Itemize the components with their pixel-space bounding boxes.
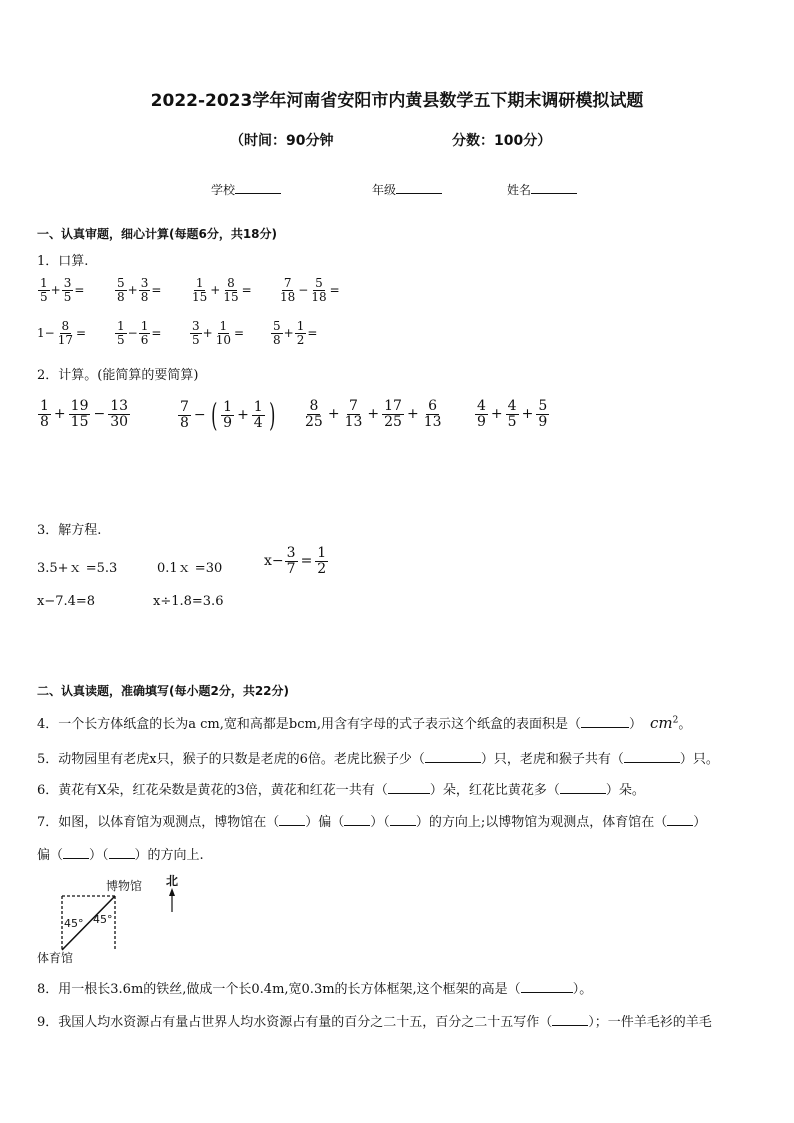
q1-item-2: $\frac{5}{8}$ + $\frac{3}{8}$ = (117, 276, 162, 304)
school-blank[interactable] (235, 181, 281, 194)
q7-text-line1: 7．如图，以体育馆为观测点，博物馆在（ ）偏（ ）（ ）的方向上;以博物馆为观测点，体育馆在（ ） (37, 811, 706, 830)
q5-text: 5．动物园里有老虎x只，猴子的只数是老虎的6倍。老虎比猴子少（ ）只，老虎和猴子共有（ ）只。 (37, 748, 719, 767)
q1-label: 1．口算. (37, 254, 89, 269)
q1-item-3: $\frac{1}{15}$ + $\frac{8}{15}$ = (192, 276, 252, 304)
q6-blank-2[interactable] (560, 780, 606, 794)
score-label: 分数：100分） (452, 133, 552, 149)
q1-item-6: $\frac{1}{5}$ − $\frac{1}{6}$ = (117, 319, 162, 347)
q9-text: 9．我国人均水资源占有量占世界人均水资源占有量的百分之二十五，百分之二十五写作（ ）；一件羊毛衫的羊毛 (37, 1011, 712, 1030)
q3-eq-5: x÷1.8=3.6 (153, 594, 224, 609)
gym-label: 体育馆 (37, 951, 74, 965)
angle-label-2: 45° (93, 913, 113, 926)
q4-blank[interactable] (581, 714, 629, 728)
q2-expr-4: $\frac{4}{9}$ + $\frac{4}{5}$ + $\frac{5}{9}$ (477, 398, 548, 430)
north-label: 北 (166, 874, 179, 888)
q3-eq-2: 0.1ｘ =30 (157, 561, 223, 576)
q7-blank-2[interactable] (344, 812, 370, 826)
angle-label-1: 45° (64, 917, 84, 930)
section1-heading: 一、认真审题，细心计算(每题6分，共18分) (37, 227, 278, 241)
q1-item-5: 1− $\frac{8}{17}$ = (37, 319, 87, 347)
grade-blank[interactable] (396, 181, 442, 194)
q7-text-line2: 偏（ ）（ ）的方向上. (37, 844, 204, 863)
school-label: 学校 (211, 183, 236, 197)
q3-eq-4: x−7.4=8 (37, 594, 96, 609)
q1-item-4: $\frac{7}{18}$ − $\frac{5}{18}$ = (280, 276, 340, 304)
name-label: 姓名 (507, 183, 532, 197)
museum-label: 博物馆 (106, 879, 143, 893)
q6-blank-1[interactable] (388, 780, 430, 794)
q7-blank-6[interactable] (109, 845, 135, 859)
time-label: （时间：90分钟 (230, 133, 334, 149)
q8-blank[interactable] (521, 979, 573, 993)
q7-blank-3[interactable] (390, 812, 416, 826)
grade-label: 年级 (372, 183, 397, 197)
q1-item-8: $\frac{5}{8}$ + $\frac{1}{2}$ = (273, 319, 318, 347)
q7-blank-1[interactable] (279, 812, 305, 826)
q3-label: 3．解方程. (37, 523, 102, 538)
q1-item-7: $\frac{3}{5}$ + $\frac{1}{10}$ = (192, 319, 245, 347)
q4-text: 4．一个长方体纸盒的长为a cm,宽和高都是bcm,用含有字母的式子表示这个纸盒的表面积是（ ） $cm^2$。 (37, 714, 692, 732)
q5-blank-2[interactable] (624, 749, 680, 763)
q2-expr-3: $\frac{8}{25}$ + $\frac{7}{13}$ + $\frac{17}{25}$ + $\frac{6}{13}$ (305, 398, 442, 430)
q1-item-1: $\frac{1}{5}$ + $\frac{3}{5}$ = (40, 276, 85, 304)
q3-eq-1: 3.5+ｘ =5.3 (37, 561, 118, 576)
q6-text: 6．黄花有X朵，红花朵数是黄花的3倍，黄花和红花一共有（ ）朵，红花比黄花多（ ）朵。 (37, 779, 645, 798)
q2-label: 2．计算。(能简算的要简算) (37, 368, 199, 383)
grade-field (372, 181, 442, 198)
q2-expr-2: $\frac{7}{8}$ − ( $\frac{1}{9}$ + $\frac{1}{4}$ ) (180, 396, 276, 434)
q2-expr-1: $\frac{1}{8}$ + $\frac{19}{15}$ − $\frac{13}{30}$ (40, 398, 129, 430)
q8-text: 8．用一根长3.6m的铁丝,做成一个长0.4m,宽0.3m的长方体框架,这个框架的高是（ ）。 (37, 978, 592, 997)
q9-blank[interactable] (552, 1012, 588, 1026)
section2-heading: 二、认真读题，准确填写(每小题2分，共22分) (37, 684, 290, 698)
page-title: 2022-2023学年河南省安阳市内黄县数学五下期末调研模拟试题 (150, 91, 644, 111)
school-field (211, 181, 281, 198)
name-blank[interactable] (531, 181, 577, 194)
unit-cm: cm (649, 714, 673, 732)
q7-blank-4[interactable] (667, 812, 693, 826)
q7-blank-5[interactable] (63, 845, 89, 859)
q5-blank-1[interactable] (425, 749, 481, 763)
name-field (507, 181, 577, 198)
q3-eq-3: x− $\frac{3}{7}$ = $\frac{1}{2}$ (264, 545, 327, 577)
